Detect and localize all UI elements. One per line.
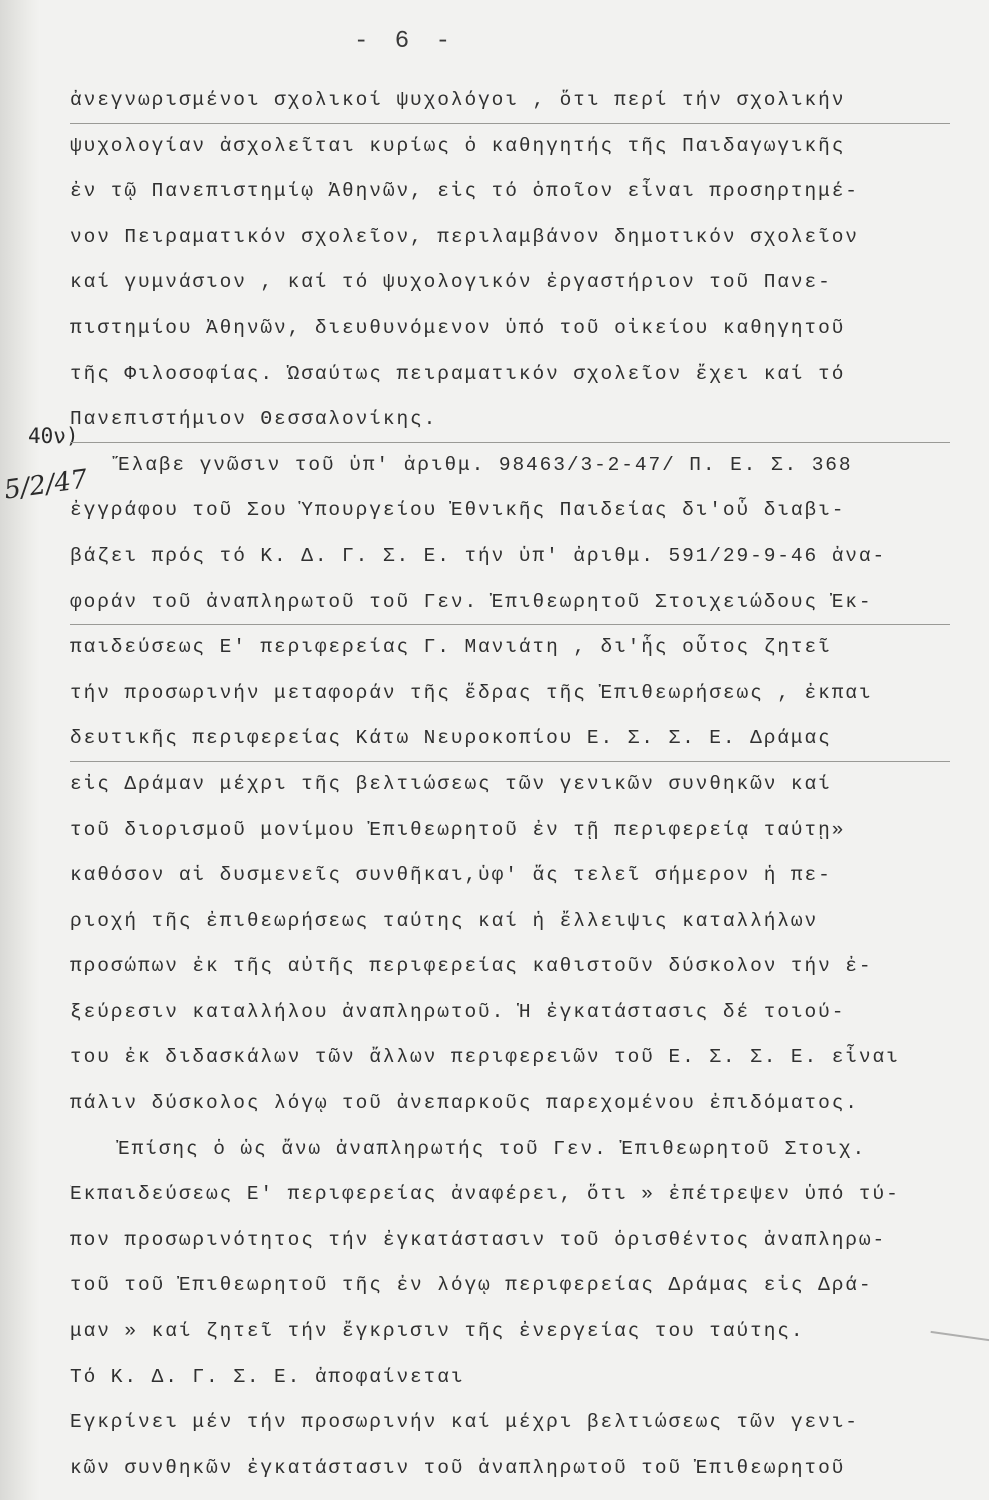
text-line: κῶν συνθηκῶν ἐγκατάστασιν τοῦ ἀναπληρωτοῦ τοῦ Ἐπιθεωρητοῦ	[70, 1456, 846, 1479]
text-line: τοῦ τοῦ Ἐπιθεωρητοῦ τῆς ἐν λόγῳ περιφερείας Δράμας εἰς Δρά-	[70, 1274, 873, 1297]
text-line: Τό Κ. Δ. Γ. Σ. Ε. ἀποφαίνεται	[70, 1365, 465, 1388]
text-line: Πανεπιστήμιον Θεσσαλονίκης.	[70, 397, 950, 443]
margin-note-handwritten-date: 5/2/47	[2, 464, 90, 506]
typed-text-body	[70, 78, 950, 1491]
text-line: ἐν τῷ Πανεπιστημίῳ Ἀθηνῶν, εἰς τό ὁποῖον εἶναι προσηρτημέ-	[70, 180, 859, 203]
text-line: πάλιν δύσκολος λόγῳ τοῦ ἀνεπαρκοῦς παρεχομένου ἐπιδόματος.	[70, 1092, 859, 1115]
text-line: δευτικῆς περιφερείας Κάτω Νευροκοπίου Ε. Σ. Σ. Ε. Δράμας	[70, 716, 950, 762]
text-line: τῆς Φιλοσοφίας. Ὡσαύτως πειραματικόν σχολεῖον ἔχει καί τό	[70, 362, 846, 385]
binding-edge	[0, 0, 40, 1500]
text-line: ψυχολογίαν ἀσχολεῖται κυρίως ὁ καθηγητής τῆς Παιδαγωγικῆς	[70, 134, 846, 157]
text-line: ἐγγράφου τοῦ Σου Ὑπουργείου Ἐθνικῆς Παιδείας δι'οὗ διαβι-	[70, 499, 846, 522]
text-line: καθόσον αἱ δυσμενεῖς συνθῆκαι,ὑφ' ἅς τελεῖ σήμερον ἡ πε-	[70, 864, 832, 887]
text-line: βάζει πρός τό Κ. Δ. Γ. Σ. Ε. τήν ὑπ' ἀριθμ. 591/29-9-46 ἀνα-	[70, 544, 887, 567]
text-line: προσώπων ἐκ τῆς αὐτῆς περιφερείας καθιστοῦν δύσκολον τήν ἐ-	[70, 955, 873, 978]
text-line: ἀνεγνωρισμένοι σχολικοί ψυχολόγοι , ὅτι περί τήν σχολικήν	[70, 78, 950, 124]
text-line: νον Πειραματικόν σχολεῖον, περιλαμβάνον δημοτικόν σχολεῖον	[70, 225, 859, 248]
text-line: εἰς Δράμαν μέχρι τῆς βελτιώσεως τῶν γενικῶν συνθηκῶν καί	[70, 772, 832, 795]
page-number: - 6 -	[353, 28, 456, 55]
text-line: τοῦ διορισμοῦ μονίμου Ἐπιθεωρητοῦ ἐν τῇ περιφερείᾳ ταύτῃ»	[70, 818, 846, 841]
margin-note-item-number: 40ν)	[28, 424, 79, 448]
text-line: φοράν τοῦ ἀναπληρωτοῦ τοῦ Γεν. Ἐπιθεωρητοῦ Στοιχειώδους Ἐκ-	[70, 580, 950, 626]
text-line: τήν προσωρινήν μεταφοράν τῆς ἕδρας τῆς Ἐπιθεωρήσεως , ἐκπαι	[70, 681, 873, 704]
text-line: καί γυμνάσιον , καί τό ψυχολογικόν ἐργαστήριον τοῦ Πανε-	[70, 271, 832, 294]
text-line: Ἔλαβε γνῶσιν τοῦ ὑπ' ἀριθμ. 98463/3-2-47/ Π. Ε. Σ. 368	[118, 453, 853, 476]
text-line: Ἐγκρίνει μέν τήν προσωρινήν καί μέχρι βελτιώσεως τῶν γενι-	[70, 1411, 859, 1434]
text-line: Ἐπίσης ὁ ὡς ἄνω ἀναπληρωτής τοῦ Γεν. Ἐπιθεωρητοῦ Στοιχ.	[118, 1137, 867, 1160]
text-line: πον προσωρινότητος τήν ἐγκατάστασιν τοῦ ὁρισθέντος ἀναπληρω-	[70, 1228, 887, 1251]
text-line: ξεύρεσιν καταλλήλου ἀναπληρωτοῦ. Ἡ ἐγκατάστασις δέ τοιού-	[70, 1000, 846, 1023]
text-line: ριοχή τῆς ἐπιθεωρήσεως ταύτης καί ἡ ἔλλειψις καταλλήλων	[70, 909, 819, 932]
text-line: μαν » καί ζητεῖ τήν ἔγκρισιν τῆς ἐνεργείας του ταύτης.	[70, 1320, 805, 1343]
text-line: πιστημίου Ἀθηνῶν, διευθυνόμενον ὑπό τοῦ οἰκείου καθηγητοῦ	[70, 316, 846, 339]
text-line: του ἐκ διδασκάλων τῶν ἄλλων περιφερειῶν τοῦ Ε. Σ. Σ. Ε. εἶναι	[70, 1046, 900, 1069]
text-line: παιδεύσεως Ε' περιφερείας Γ. Μανιάτη , δι'ἧς οὗτος ζητεῖ	[70, 636, 832, 659]
text-line: Ἐκπαιδεύσεως Ε' περιφερείας ἀναφέρει, ὅτι » ἐπέτρεψεν ὑπό τύ-	[70, 1183, 900, 1206]
